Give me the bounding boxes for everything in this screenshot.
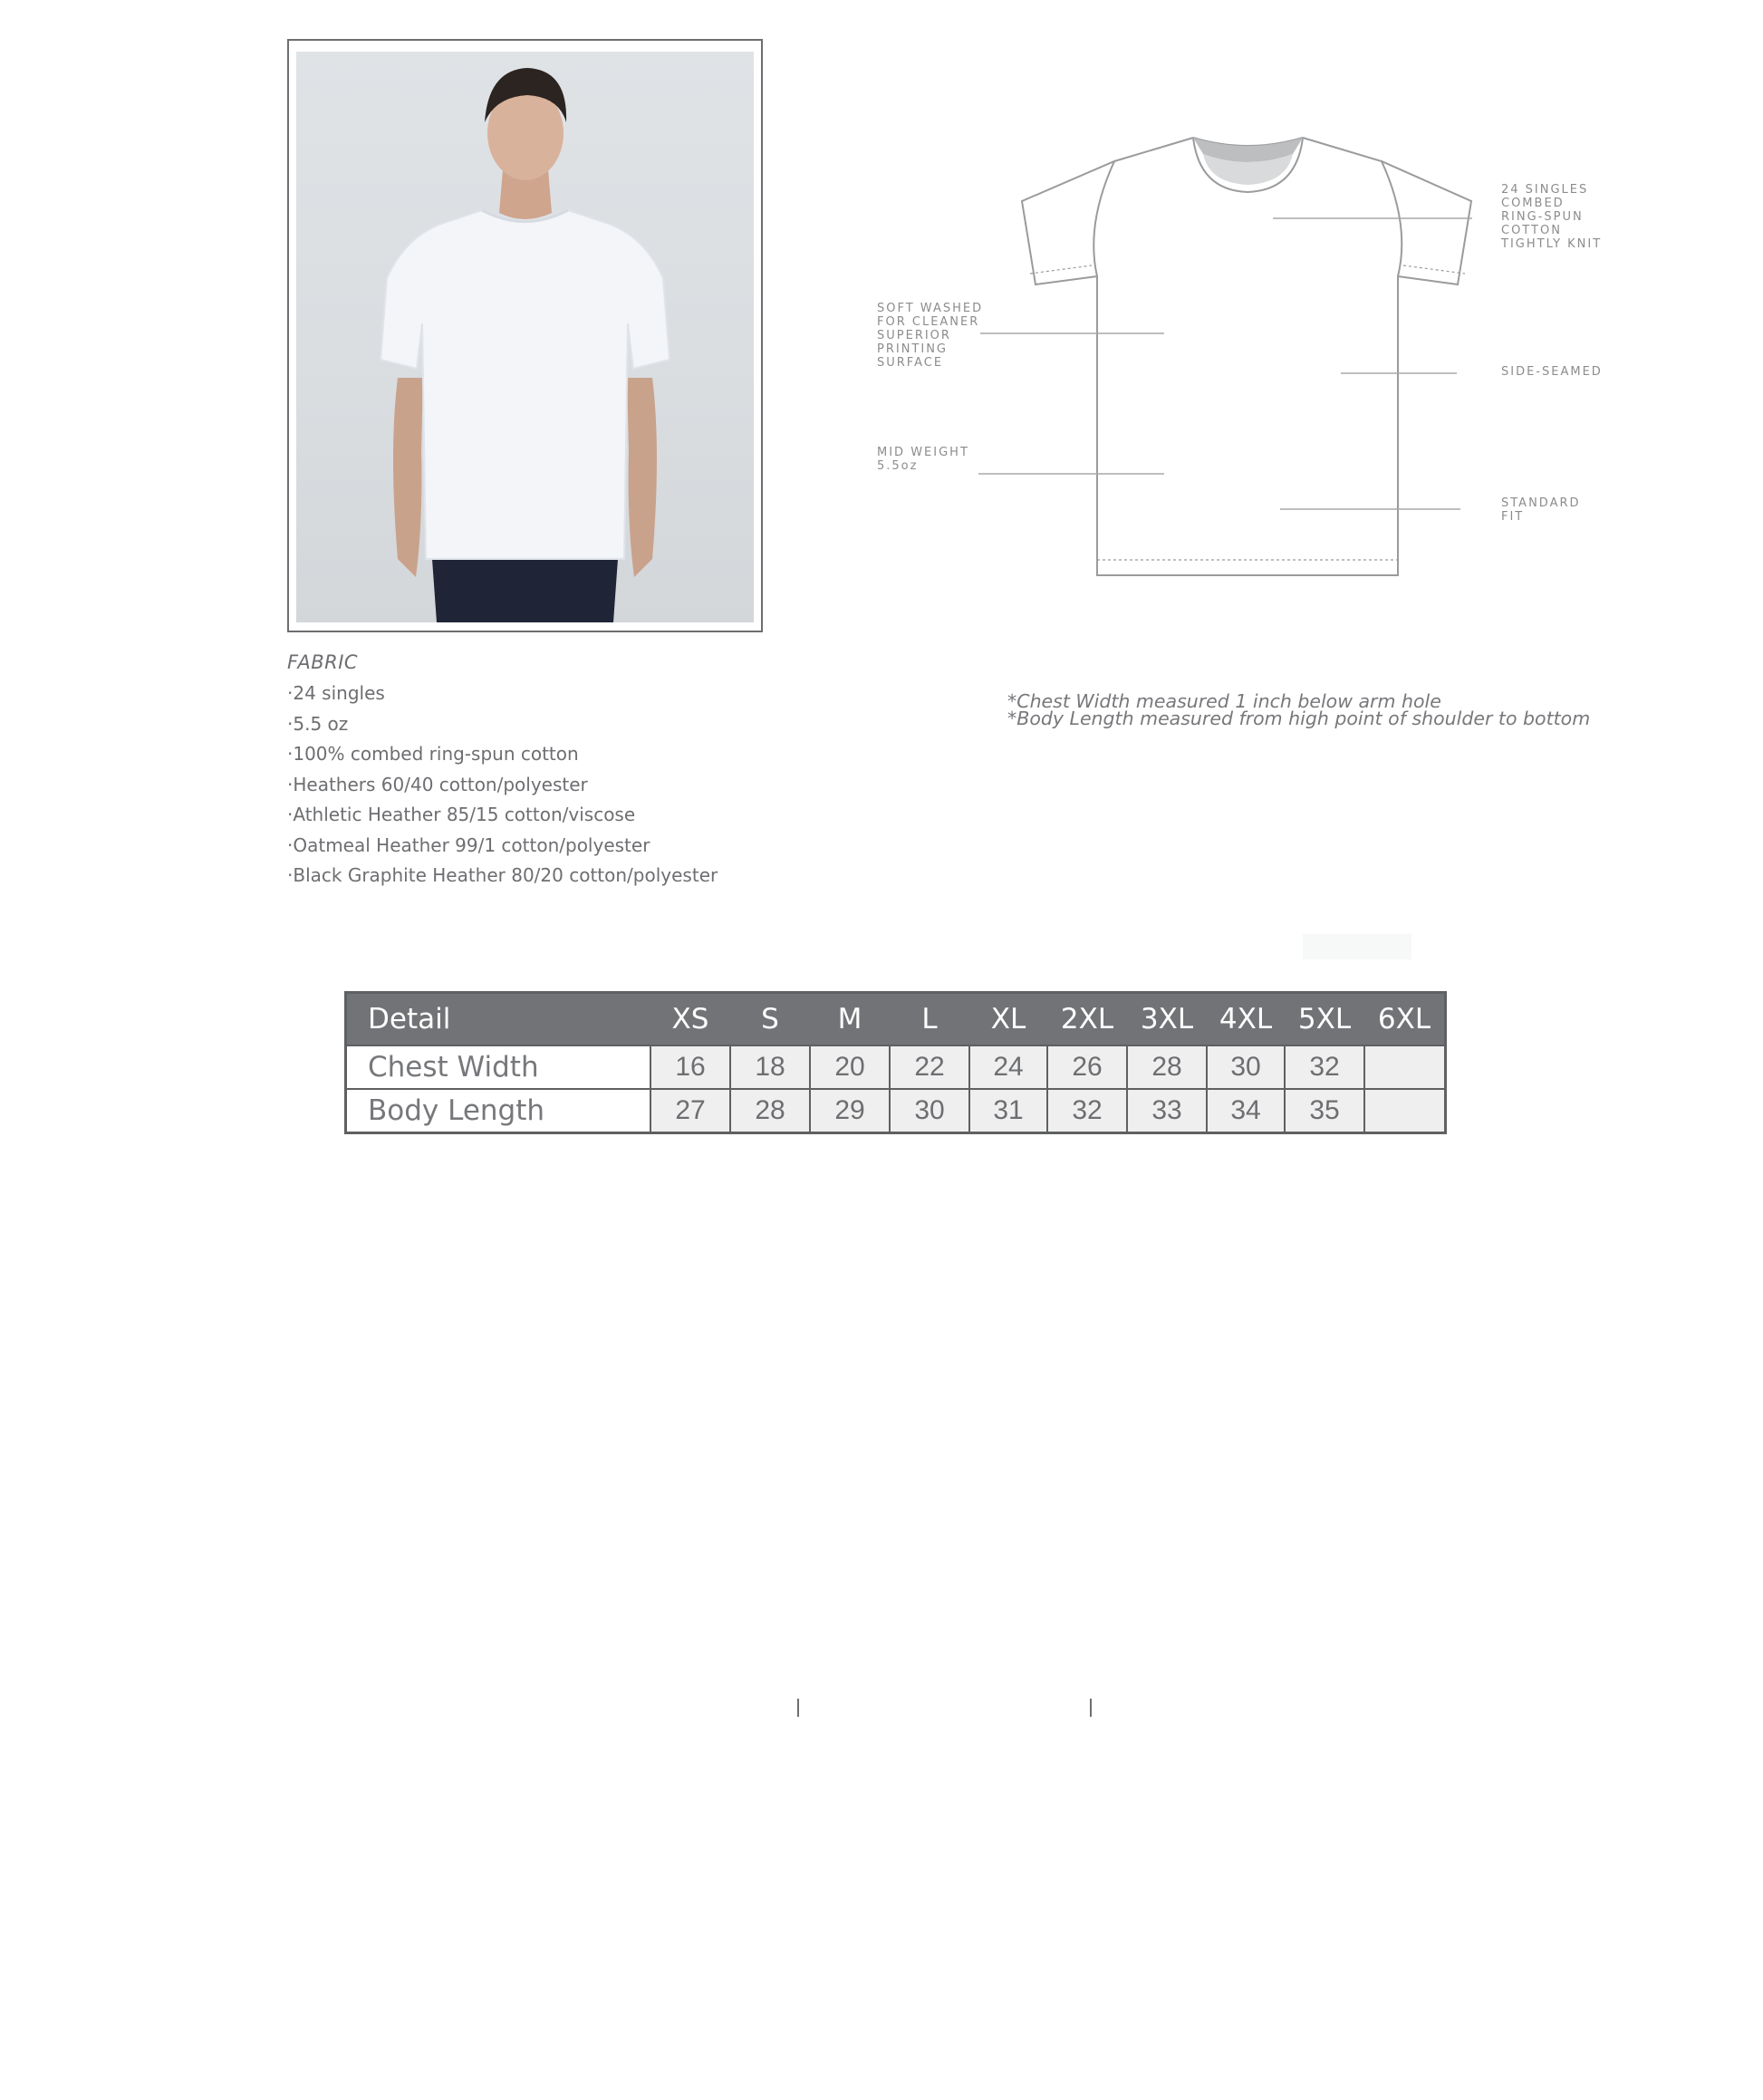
measurement-cell: 20 [810, 1045, 890, 1089]
fabric-item: ·Heathers 60/40 cotton/polyester [287, 773, 588, 795]
size-header-row [346, 993, 1446, 1046]
model-photo [296, 52, 754, 622]
size-header: 5XL [1285, 993, 1364, 1046]
size-header: L [890, 993, 969, 1046]
table-row [346, 1045, 1446, 1089]
fabric-item: ·Black Graphite Heather 80/20 cotton/polyester [287, 864, 718, 886]
measurement-cell: 33 [1127, 1089, 1207, 1133]
measurement-cell: 30 [1207, 1045, 1285, 1089]
measurement-notes [1007, 690, 1660, 729]
size-header: XL [969, 993, 1047, 1046]
row-label: Chest Width [346, 1045, 651, 1089]
faint-label [1303, 934, 1411, 959]
fabric-list [287, 679, 758, 891]
measurement-cell: 30 [890, 1089, 969, 1133]
measurement-cell: 28 [1127, 1045, 1207, 1089]
measurement-cell: 34 [1207, 1089, 1285, 1133]
fabric-heading: FABRIC [287, 651, 359, 673]
fabric-item: ·5.5 oz [287, 712, 349, 735]
fabric-details [287, 651, 758, 891]
measurement-cell: 16 [650, 1045, 730, 1089]
callout-side-seamed: SIDE-SEAMED [1501, 365, 1603, 379]
model-illustration [296, 52, 754, 622]
measurement-cell: 27 [650, 1089, 730, 1133]
detail-header: Detail [346, 993, 651, 1046]
measurement-cell: 28 [730, 1089, 810, 1133]
measurement-cell: 32 [1285, 1045, 1364, 1089]
measurement-cell: 31 [969, 1089, 1047, 1133]
divider-mark [1090, 1699, 1092, 1717]
callout-weight: MID WEIGHT 5.5oz [877, 446, 969, 473]
chest-note: *Chest Width measured 1 inch below arm hole [1007, 690, 1441, 712]
fabric-item: ·Athletic Heather 85/15 cotton/viscose [287, 804, 636, 825]
size-header: M [810, 993, 890, 1046]
measurement-cell: 26 [1047, 1045, 1127, 1089]
callout-yarn: 24 SINGLES COMBED RING-SPUN COTTON TIGHTLY KNIT [1501, 183, 1603, 251]
fabric-item: ·24 singles [287, 682, 385, 704]
measurement-cell: 18 [730, 1045, 810, 1089]
callout-fit: STANDARD FIT [1501, 496, 1581, 524]
size-chart-table [344, 991, 1447, 1134]
measurement-cell: 29 [810, 1089, 890, 1133]
table-row [346, 1089, 1446, 1133]
row-label: Body Length [346, 1089, 651, 1133]
measurement-cell: 22 [890, 1045, 969, 1089]
size-header: XS [650, 993, 730, 1046]
size-header: 2XL [1047, 993, 1127, 1046]
fabric-item: ·Oatmeal Heather 99/1 cotton/polyester [287, 833, 650, 856]
size-header: 4XL [1207, 993, 1285, 1046]
measurement-cell [1364, 1089, 1446, 1133]
measurement-cell: 35 [1285, 1089, 1364, 1133]
product-photo-frame [287, 39, 763, 632]
fabric-item: ·100% combed ring-spun cotton [287, 743, 579, 765]
measurement-cell: 32 [1047, 1089, 1127, 1133]
size-header: S [730, 993, 810, 1046]
size-header: 3XL [1127, 993, 1207, 1046]
tee-diagram [870, 127, 1613, 598]
size-header: 6XL [1364, 993, 1446, 1046]
measurement-cell [1364, 1045, 1446, 1089]
length-note: *Body Length measured from high point of shoulder to bottom [1007, 708, 1591, 729]
callout-washed: SOFT WASHED FOR CLEANER SUPERIOR PRINTING SURFACE [877, 302, 984, 370]
divider-mark [797, 1699, 799, 1717]
measurement-cell: 24 [969, 1045, 1047, 1089]
